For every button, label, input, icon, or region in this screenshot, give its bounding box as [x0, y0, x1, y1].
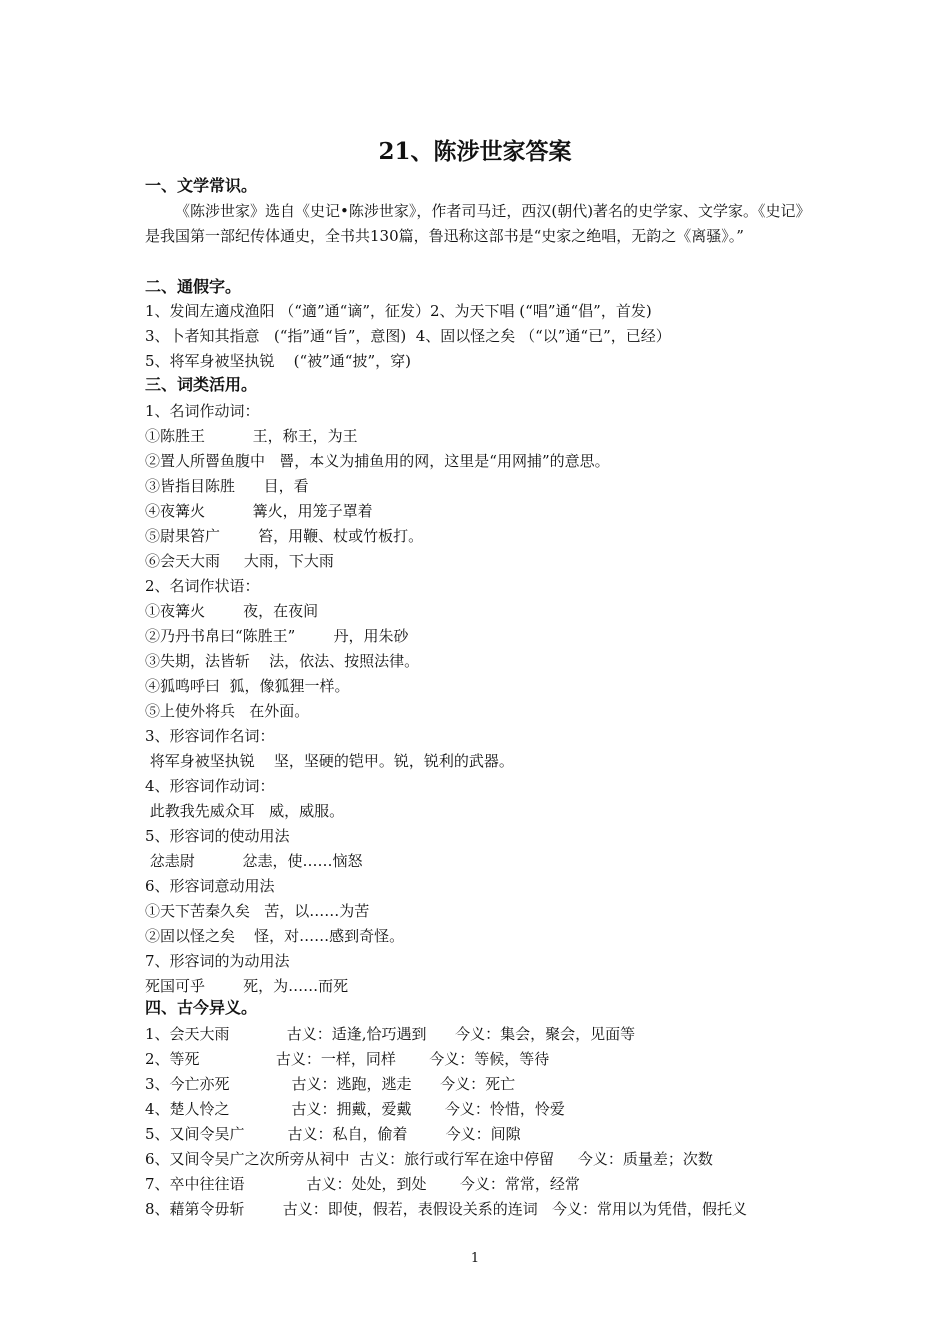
- list-item: 7、卒中往往语 古义：处处，到处 今义：常常，经常: [145, 1175, 580, 1193]
- list-item: 6、形容词意动用法: [145, 877, 275, 895]
- list-item: 8、藉第令毋斩 古义：即使，假若，表假设关系的连词 今义：常用以为凭借，假托义: [145, 1200, 747, 1218]
- list-item: 4、楚人怜之 古义：拥戴，爱戴 今义：怜惜，怜爱: [145, 1100, 565, 1118]
- list-item: 5、将军身被坚执锐 (“被”通“披”，穿): [145, 352, 411, 370]
- list-item: ①陈胜王 王，称王，为王: [145, 427, 358, 445]
- list-item: 4、形容词作动词：: [145, 777, 275, 795]
- list-item: 7、形容词的为动用法: [145, 952, 290, 970]
- page-title: 21、陈涉世家答案: [378, 138, 572, 165]
- page-number: 1: [470, 1251, 480, 1266]
- list-item: ⑤尉果笞广 笞，用鞭、杖或竹板打。: [145, 527, 424, 545]
- list-item: 5、形容词的使动用法: [145, 827, 290, 845]
- section-heading-tongjiazi: 二、通假字。: [145, 277, 242, 296]
- list-item: 6、又间令吴广之次所旁从祠中 古义：旅行或行军在途中停留 今义：质量差；次数: [145, 1150, 713, 1168]
- literature-text: 《陈涉世家》选自《史记•陈涉世家》，作者司马迁，西汉(朝代)著名的史学家、文学家。《史记》是我国第一部纪传体通史，全书共130篇，鲁迅称这部书是“史家之绝唱，无韵之《离骚》。”: [145, 202, 804, 245]
- list-item: 3、今亡亦死 古义：逃跑，逃走 今义：死亡: [145, 1075, 516, 1093]
- section-heading-literature: 一、文学常识。: [145, 176, 258, 195]
- list-item: 2、等死 古义：一样，同样 今义：等候，等待: [145, 1050, 550, 1068]
- list-item: 3、形容词作名词：: [145, 727, 275, 745]
- list-item: 此教我先威众耳 威，威服。: [145, 802, 345, 820]
- list-item: 忿恚尉 忿恚，使……恼怒: [145, 852, 363, 870]
- literature-paragraph: [145, 199, 810, 249]
- section-heading-gujin: 四、古今异义。: [145, 998, 258, 1017]
- list-item: ⑤上使外将兵 在外面。: [145, 702, 310, 720]
- list-item: ③失期，法皆斩 法，依法、按照法律。: [145, 652, 420, 670]
- list-item: 5、又间令吴广 古义：私自，偷着 今义：间隙: [145, 1125, 521, 1143]
- section-heading-cilei: 三、词类活用。: [145, 375, 258, 394]
- list-item: ②乃丹书帛曰“陈胜王” 丹，用朱砂: [145, 627, 409, 645]
- list-item: 3、卜者知其指意 (“指”通“旨”，意图) 4、固以怪之矣 （“以”通“已”，已经）: [145, 327, 671, 345]
- list-item: 死国可乎 死，为……而死: [145, 977, 349, 995]
- list-item: ⑥会天大雨 大雨，下大雨: [145, 552, 334, 570]
- list-item: ④夜篝火 篝火，用笼子罩着: [145, 502, 373, 520]
- list-item: ①天下苦秦久矣 苦，以……为苦: [145, 902, 370, 920]
- list-item: 1、发闾左適戍渔阳 （“適”通“谪”，征发）2、为天下唱 (“唱”通“倡”，首发): [145, 302, 652, 320]
- list-item: ②固以怪之矣 怪，对……感到奇怪。: [145, 927, 405, 945]
- list-item: ③皆指目陈胜 目，看: [145, 477, 309, 495]
- list-item: ④狐鸣呼曰 狐，像狐狸一样。: [145, 677, 350, 695]
- list-item: 2、名词作状语：: [145, 577, 260, 595]
- list-item: 1、会天大雨 古义：适逢,恰巧遇到 今义：集会，聚会，见面等: [145, 1025, 636, 1043]
- list-item: 1、名词作动词：: [145, 402, 260, 420]
- list-item: 将军身被坚执锐 坚，坚硬的铠甲。锐，锐利的武器。: [145, 752, 514, 770]
- list-item: ②置人所罾鱼腹中 罾，本义为捕鱼用的网，这里是“用网捕”的意思。: [145, 452, 610, 470]
- list-item: ①夜篝火 夜，在夜间: [145, 602, 319, 620]
